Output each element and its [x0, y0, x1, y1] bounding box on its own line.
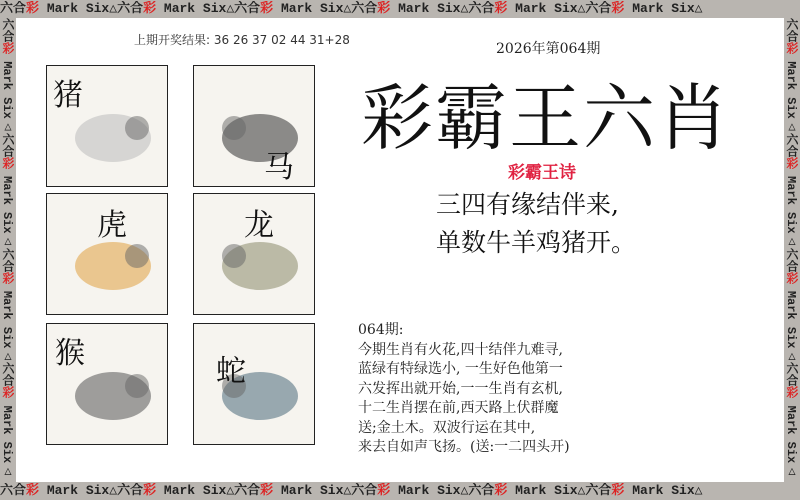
frame-repeat-text: Mark Six△ — [46, 1, 118, 16]
commentary-line: 来去自如声飞扬。(送:一二四头开) — [358, 439, 570, 455]
frame-brand: 六合彩 — [0, 362, 14, 399]
frame-repeat-text: Mark Six△ — [398, 483, 469, 498]
last-result: 上期开奖结果: 36 26 37 02 44 31+28 — [134, 33, 350, 47]
frame-repeat-text: Mark Six△ — [0, 61, 14, 133]
frame-brand: 六合彩 — [0, 483, 40, 498]
frame-brand: 六合彩 — [117, 483, 157, 498]
frame-repeat-text: Mark Six△ — [163, 483, 235, 498]
poem-line: 三四有缘结伴来, — [436, 190, 619, 219]
frame-repeat-text: Mark Six△ — [515, 483, 586, 498]
commentary-line: 十二生肖摆在前,西天路上伏群魔 — [358, 400, 559, 416]
frame-repeat-text: Mark Six△ — [398, 1, 469, 16]
frame-repeat-text: Mark Six△ — [632, 1, 703, 16]
frame-repeat-text: Mark Six△ — [280, 1, 352, 16]
frame-brand: 六合彩 — [468, 1, 508, 16]
frame-left — [0, 18, 16, 482]
frame-brand: 六合彩 — [585, 1, 625, 16]
zodiac-tile-pig — [46, 65, 168, 187]
frame-brand: 六合彩 — [234, 483, 274, 498]
zodiac-char: 虎 — [97, 208, 127, 243]
frame-brand: 六合彩 — [784, 132, 798, 169]
frame-brand: 六合彩 — [784, 247, 798, 284]
frame-brand: 六合彩 — [784, 18, 798, 54]
zodiac-tile-dragon — [193, 193, 315, 315]
content-panel — [16, 18, 784, 482]
frame-brand: 六合彩 — [0, 247, 14, 284]
frame-top — [0, 0, 800, 18]
frame-repeat-text: Mark Six△ — [0, 290, 14, 363]
frame-brand: 六合彩 — [117, 1, 157, 16]
frame-repeat-text: Mark Six△ — [0, 176, 14, 248]
frame-bottom — [0, 482, 800, 500]
poem-line: 单数牛羊鸡猪开。 — [436, 228, 637, 257]
commentary-line: 今期生肖有火花,四十结伴九难寻, — [358, 341, 563, 358]
frame-brand: 六合彩 — [468, 483, 508, 498]
frame-repeat-text: Mark Six△ — [515, 1, 586, 16]
frame-repeat-text: Mark Six△ — [163, 1, 235, 16]
zodiac-char: 马 — [264, 150, 294, 185]
subtitle: 彩霸王诗 — [508, 163, 576, 183]
frame-brand: 六合彩 — [0, 18, 14, 54]
frame-brand: 六合彩 — [784, 362, 798, 399]
zodiac-char: 蛇 — [216, 354, 246, 389]
zodiac-tile-horse — [193, 65, 315, 187]
poem — [436, 186, 636, 262]
frame-brand: 六合彩 — [585, 483, 625, 498]
frame-brand: 六合彩 — [351, 1, 391, 16]
frame-repeat-text: Mark Six△ — [784, 405, 798, 478]
snake-icon — [194, 324, 315, 445]
issue-number: 2026年第064期 — [496, 41, 601, 57]
frame-repeat-text: Mark Six△ — [784, 290, 798, 363]
frame-brand: 六合彩 — [351, 483, 391, 498]
zodiac-char: 龙 — [244, 208, 274, 243]
frame-repeat-text: Mark Six△ — [46, 483, 118, 498]
frame-brand: 六合彩 — [234, 1, 274, 16]
zodiac-char: 猪 — [53, 78, 83, 113]
frame-right — [784, 18, 800, 482]
frame-brand: 六合彩 — [0, 1, 40, 16]
zodiac-tile-snake — [193, 323, 315, 445]
horse-icon — [194, 66, 315, 187]
frame-repeat-text: Mark Six△ — [0, 405, 14, 478]
commentary — [358, 321, 570, 458]
frame-repeat-text: Mark Six△ — [632, 483, 703, 498]
commentary-line: 六发挥出就开始,一一生肖有玄机, — [358, 380, 563, 397]
commentary-line: 送;金土木。双波行运在其中, — [358, 419, 536, 436]
frame-repeat-text: Mark Six△ — [784, 176, 798, 248]
frame-repeat-text: Mark Six△ — [280, 483, 352, 498]
page-title: 彩霸王六肖 — [361, 76, 732, 160]
zodiac-tile-tiger — [46, 193, 168, 315]
commentary-line: 蓝绿有特绿选小, 一生好色他第一 — [358, 361, 563, 377]
frame-repeat-text: Mark Six△ — [784, 61, 798, 133]
zodiac-char: 猴 — [55, 336, 85, 371]
frame-brand: 六合彩 — [0, 132, 14, 169]
zodiac-tile-monkey — [46, 323, 168, 445]
commentary-heading: 064期: — [358, 322, 404, 338]
